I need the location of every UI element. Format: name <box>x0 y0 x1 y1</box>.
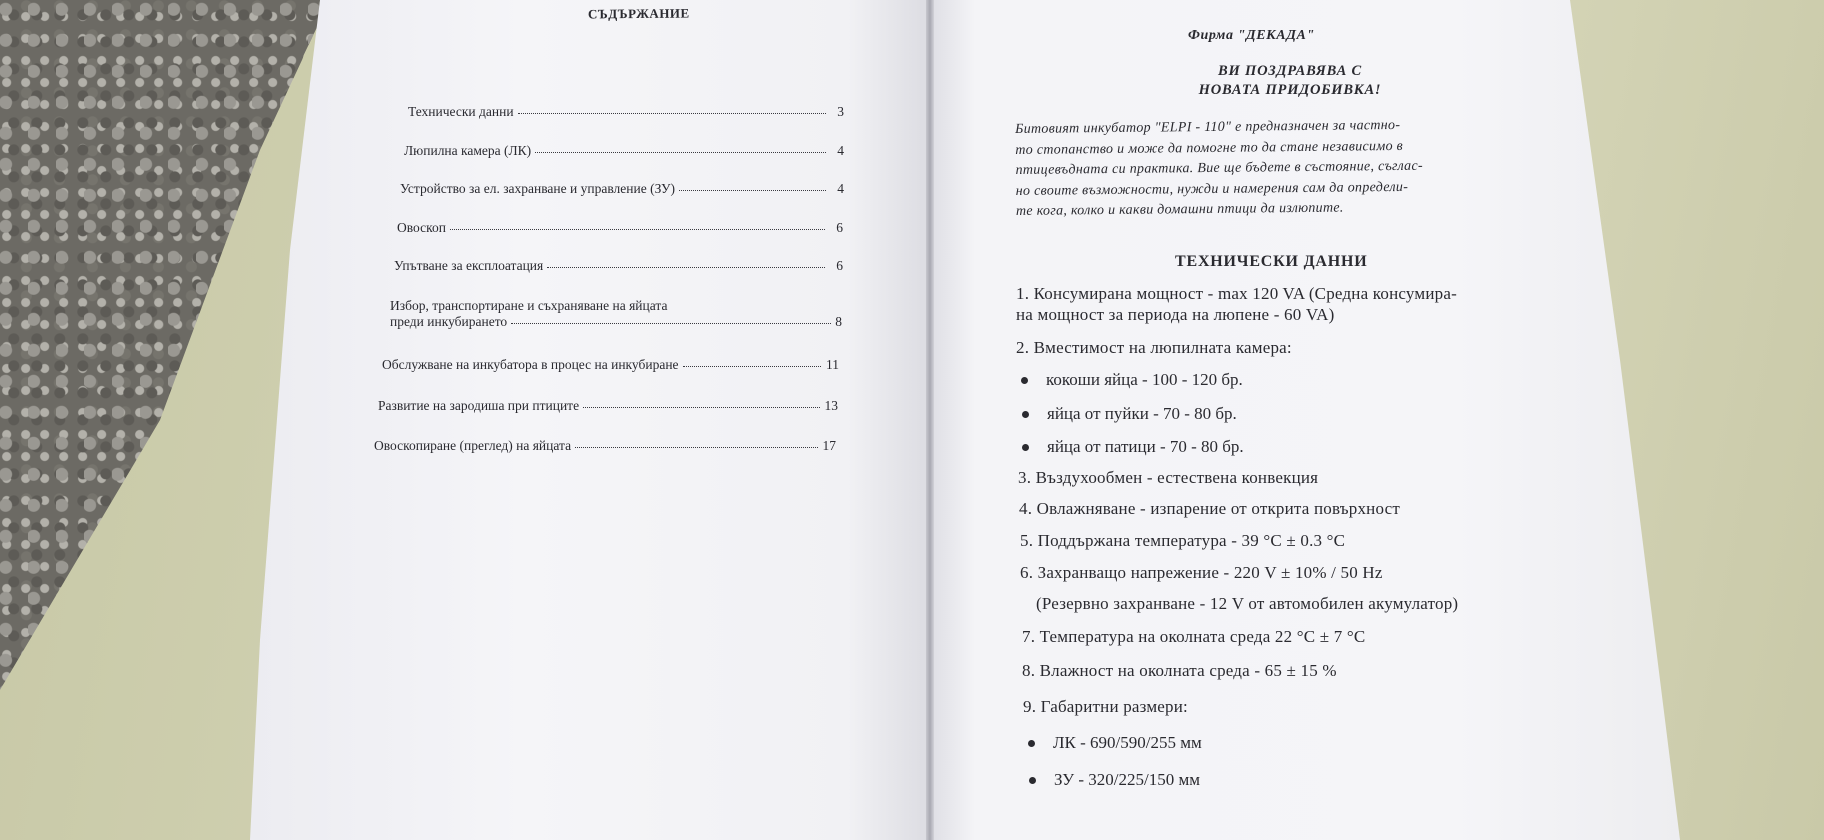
toc-leader <box>683 365 821 367</box>
toc-entry <box>408 104 844 120</box>
toc-leader <box>575 446 818 448</box>
intro-line: Битовият инкубатор "ELPI - 110" е предназначен за частно- <box>1015 117 1401 137</box>
intro-line: те кога, колко и какви домашни птици да излюпите. <box>1015 200 1344 219</box>
bullet-icon <box>1029 777 1036 784</box>
bullet-icon <box>1021 377 1028 384</box>
spec-dimensions-zu <box>1029 770 1200 790</box>
bullet-icon <box>1022 444 1029 451</box>
toc-entry <box>404 143 844 159</box>
toc-leader <box>450 228 825 230</box>
bullet-text: кокоши яйца - 100 - 120 бр. <box>1046 370 1243 389</box>
intro-line: но своите възможности, нужди и намерения сам да определи- <box>1015 179 1409 199</box>
toc-title: СЪДЪРЖАНИЕ <box>587 5 690 22</box>
toc-entry-title: Упътване за експлоатация <box>394 258 544 273</box>
firm-name: Фирма "ДЕКАДА" <box>1188 28 1315 43</box>
toc-entry <box>394 258 843 274</box>
toc-entry-title: Развитие на зародиша при птиците <box>378 398 580 413</box>
spec-power: 1. Консумирана мощност - max 120 VA (Средна консумира- <box>1016 284 1457 303</box>
toc-entry <box>382 357 839 373</box>
bullet-icon <box>1028 740 1035 747</box>
spec-capacity-turkey <box>1022 404 1237 424</box>
toc-entry <box>390 298 842 330</box>
bullet-text: яйца от патици - 70 - 80 бр. <box>1047 437 1244 456</box>
bullet-text: ЗУ - 320/225/150 мм <box>1054 770 1201 789</box>
spec-backup-power: (Резервно захранване - 12 V от автомобилен акумулатор) <box>1036 594 1459 613</box>
toc-leader <box>535 151 826 153</box>
booklet-spine <box>926 0 934 840</box>
toc-entry-title: Устройство за ел. захранване и управление (ЗУ) <box>400 181 676 196</box>
intro-line: то стопанство и може да помогне то да стане независимо в <box>1015 138 1404 158</box>
bullet-text: ЛК - 690/590/255 мм <box>1053 733 1202 752</box>
spec-dimensions-lk <box>1028 733 1202 753</box>
toc-leader <box>547 266 825 268</box>
spec-capacity-chicken <box>1021 370 1243 390</box>
toc-entry-page: 11 <box>826 357 839 372</box>
congratulations-heading <box>1140 62 1440 100</box>
toc-entry-page: 8 <box>835 314 842 329</box>
toc-entry-page: 3 <box>837 104 844 119</box>
toc-entry-page: 6 <box>836 220 843 235</box>
toc-entry-page: 4 <box>837 181 844 196</box>
spec-ambient-humidity: 8. Влажност на околната среда - 65 ± 15 % <box>1022 661 1337 680</box>
spec-capacity: 2. Вместимост на люпилната камера: <box>1016 338 1292 357</box>
toc-entry-title: Люпилна камера (ЛК) <box>404 143 532 158</box>
toc-entry-page: 6 <box>836 258 843 273</box>
spec-temperature: 5. Поддържана температура - 39 °C ± 0.3 °C <box>1020 531 1346 550</box>
toc-entry <box>378 398 838 414</box>
technical-data-heading: ТЕХНИЧЕСКИ ДАННИ <box>1175 253 1368 270</box>
toc-leader <box>679 189 826 191</box>
toc-entry-title: Технически данни <box>408 104 514 119</box>
spec-power-average: на мощност за периода на люпене - 60 VA) <box>1016 305 1335 324</box>
toc-leader <box>511 323 831 324</box>
toc-entry-page: 13 <box>824 398 838 413</box>
spec-capacity-duck <box>1022 437 1244 457</box>
toc-entry-page: 17 <box>822 438 836 453</box>
toc-entry <box>374 438 836 454</box>
toc-entry-page: 4 <box>837 143 844 158</box>
intro-paragraph <box>1015 114 1556 222</box>
spec-dimensions: 9. Габаритни размери: <box>1023 697 1188 716</box>
toc-entry-title: Овоскоп <box>397 220 446 235</box>
left-page <box>250 0 930 840</box>
bullet-icon <box>1022 411 1029 418</box>
spec-voltage: 6. Захранващо напрежение - 220 V ± 10% / 50 Hz <box>1020 563 1383 582</box>
spec-humidification: 4. Овлажняване - изпарение от открита повърхност <box>1019 499 1400 518</box>
bullet-text: яйца от пуйки - 70 - 80 бр. <box>1047 404 1237 423</box>
congratulations-line1: ВИ ПОЗДРАВЯВА С <box>1218 63 1362 79</box>
spec-air-exchange: 3. Въздухообмен - естествена конвекция <box>1018 468 1319 487</box>
toc-entry-title-line2: преди инкубирането <box>390 314 508 329</box>
toc-entry-title-line1: Избор, транспортиране и съхраняване на яйцата <box>390 298 668 313</box>
spec-ambient-temperature: 7. Температура на околната среда 22 °C ± 7 °C <box>1022 627 1366 646</box>
toc-entry <box>400 181 844 197</box>
congratulations-line2: НОВАТА ПРИДОБИВКА! <box>1198 82 1382 98</box>
toc-leader <box>518 112 826 114</box>
intro-line: птицевъдната си практика. Вие ще бъдете в състояние, съглас- <box>1015 158 1423 178</box>
toc-leader <box>583 406 820 408</box>
toc-entry <box>397 220 843 236</box>
toc-entry-title: Овоскопиране (преглед) на яйцата <box>374 438 572 453</box>
toc-entry-title: Обслужване на инкубатора в процес на инкубиране <box>382 357 679 372</box>
